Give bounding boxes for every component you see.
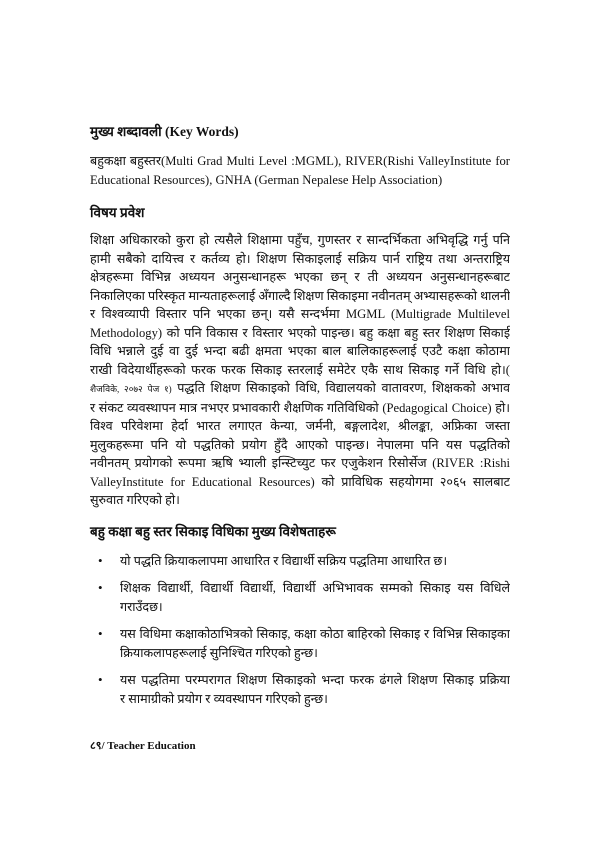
text-line: नवीनतम् प्रयोगको रूपमा ऋषि भ्याली इन्स्टिच्युट फर एजुकेशन रिसोर्सेज (RIVER :Rishi	[90, 456, 510, 470]
text-line: र सामाग्रीको प्रयोग र व्यवस्थापन गरिएको हुन्छ।	[120, 691, 328, 706]
bullet-icon: •	[98, 580, 103, 595]
text-line: र संकट व्यवस्थापन मात्र नभएर प्रभावकारी शैक्षणिक गतिविधिको (Pedagogical Choice) हो।	[90, 400, 510, 415]
text-line: यस पद्धतिमा परम्परागत शिक्षण सिकाइको भन्दा फरक ढंगले शिक्षण सिकाइ प्रक्रिया	[120, 673, 510, 687]
keywords-heading: मुख्य शब्दावली (Key Words)	[90, 124, 239, 139]
text-line: विश्व परिवेशमा हेर्दा भारत लगाएत केन्या, जर्मनी, बङ्गलादेश, श्रीलङ्का, अफ्रिका जस्ता	[90, 419, 510, 433]
features-heading: बहु कक्षा बहु स्तर सिकाइ विधिका मुख्य विशेषताहरू	[90, 523, 336, 539]
intro-paragraph	[90, 231, 510, 510]
text-line: शिक्षा अधिकारको कुरा हो त्यसैले शिक्षामा पहुँच, गुणस्तर र सान्दर्भिकता अभिवृद्धि गर्नु पनि	[90, 233, 510, 247]
text-line: बहुकक्षा बहुस्तर(Multi Grad Multi Level :MGML), RIVER(Rishi ValleyInstitute for	[90, 154, 510, 168]
text-line: क्षेत्रहरूमा विभिन्न अध्ययन अनुसन्धानहरू भएका छन् र ती अध्ययन अनुसन्धानहरूबाट	[90, 270, 510, 284]
text-line: ValleyInstitute for Educational Resources) को प्राविधिक सहयोगमा २०६५ सालबाट	[90, 474, 510, 489]
text-line: यो पद्धति क्रियाकलापमा आधारित र विद्यार्थी सक्रिय पद्धतिमा आधारित छ।	[120, 553, 448, 568]
text-line	[90, 379, 510, 399]
text-line: गराउँदछ।	[120, 599, 163, 614]
page-footer: ८९/ Teacher Education	[90, 740, 196, 752]
features-list	[90, 552, 510, 709]
text-line: निकालिएका परिस्कृत मान्यताहरूलाई अँगाल्दै शिक्षण सिकाइमा नवीनतम् अभ्यासहरूको थालनी	[90, 288, 510, 303]
text-line: हामी सबैको दायित्त्व र कर्तव्य हो। शिक्षण सिकाइलाई सक्रिय पार्न राष्ट्रिय तथा अन्तराष्ट्रिय	[90, 251, 510, 266]
list-item	[90, 625, 510, 662]
text-line: मुलुकहरूमा पनि यो पद्धतिको प्रयोग हुँदै आएको पाइन्छ। नेपालमा पनि यस पद्धतिको	[90, 437, 510, 452]
bullet-icon: •	[98, 552, 103, 568]
text-line: Educational Resources), GNHA (German Nepalese Help Association)	[90, 172, 443, 187]
text-line: शिक्षक विद्यार्थी, विद्यार्थी विद्यार्थी, विद्यार्थी अभिभावक सम्मको सिकाइ यस विधिले	[120, 581, 510, 595]
bullet-icon: •	[98, 672, 103, 687]
text-line: राखी विदेयार्थीहरूको फरक फरक सिकाइ स्तरलाई समेटेर एकै साथ सिकाइ गर्ने विधि हो।(	[90, 362, 510, 377]
text-line: यस विधिमा कक्षाकोठाभित्रको सिकाइ, कक्षा कोठा बाहिरको सिकाइ र विभिन्न सिकाइका	[120, 627, 510, 641]
list-item	[90, 552, 510, 571]
document-page	[90, 122, 510, 754]
list-item	[90, 579, 510, 616]
text-segment: पद्धति शिक्षण सिकाइको विधि, विद्यालयको वातावरण, शिक्षकको अभाव	[177, 381, 510, 395]
list-item	[90, 671, 510, 708]
text-line: क्रियाकलापहरूलाई सुनिश्चित गरिएको हुन्छ।	[120, 645, 318, 660]
text-line: र विश्वव्यापी विस्तार पनि भएका छन्। यसै सन्दर्भमा MGML (Multigrade Multilevel	[90, 307, 510, 321]
text-line: विधि भन्नाले दुई वा दुई भन्दा बढी क्षमता भएका बाल बालिकाहरूलाई एउटै कक्षा कोठामा	[90, 344, 510, 358]
text-line: सुरुवात गरिएको हो।	[90, 493, 180, 507]
keywords-text	[90, 152, 510, 189]
citation: शैजविके, २०७२ पेज १)	[90, 384, 172, 394]
bullet-icon: •	[98, 626, 103, 641]
intro-heading: विषय प्रवेश	[90, 205, 145, 220]
text-line: Methodology) को पनि विकास र विस्तार भएको पाइन्छ। बहु कक्षा बहु स्तर शिक्षण सिकाई	[90, 325, 510, 340]
